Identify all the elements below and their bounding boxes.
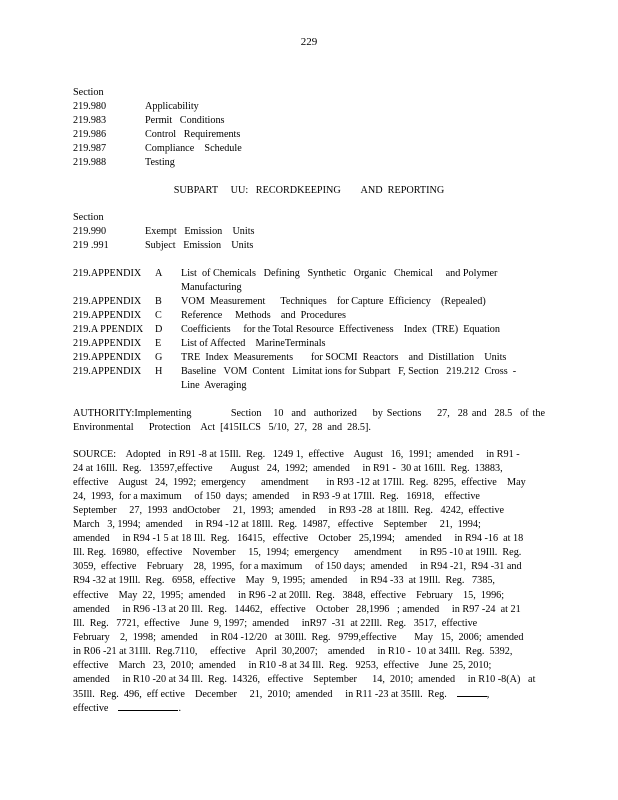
authority-paragraph xyxy=(73,407,548,435)
appendix-title: List of Affected MarineTerminals xyxy=(181,338,326,349)
appendix-number: 219.APPENDIX xyxy=(73,310,142,321)
section-number: 219.987 xyxy=(73,143,107,154)
appendix-title: TRE Index Measurements for SOCMI Reactors and Distillation Units xyxy=(181,352,507,363)
source-line: 3059, effective February 28, 1995, for a maximum of 150 days; amended in R94 -21, R94 -31 and xyxy=(73,561,522,573)
section-title: Subject Emission Units xyxy=(145,240,254,251)
appendix-letter: H xyxy=(155,366,163,377)
section-heading-1: Section xyxy=(73,87,104,98)
appendix-letter: C xyxy=(155,310,162,321)
section-title: Testing xyxy=(145,157,175,168)
blank-line xyxy=(457,687,487,697)
source-line: effective May 22, 1995; amended in R96 -2 at 20Ill. Reg. 3848, effective February 15, 1996; xyxy=(73,589,505,601)
section-number: 219.988 xyxy=(73,157,107,168)
source-line: in R06 -21 at 31Ill. Reg.7110, effective April 30,2007; amended in R10 - 10 at 34Ill. Reg. 5392, xyxy=(73,645,513,657)
section-title: Compliance Schedule xyxy=(145,143,242,154)
section-number: 219.986 xyxy=(73,129,107,140)
appendix-title: List of Chemicals Defining Synthetic Organic Chemical and Polymer xyxy=(181,268,498,279)
source-line: Ill. Reg. 16980, effective November 15, 1994; emergency amendment in R95 -10 at 19Ill. Reg. xyxy=(73,547,522,559)
appendix-title: Baseline VOM Content Limitat ions for Subpart F, Section 219.212 Cross - xyxy=(181,366,517,377)
appendix-number: 219.APPENDIX xyxy=(73,268,142,279)
source-line: March 3, 1994; amended in R94 -12 at 18Ill. Reg. 14987, effective September 21, 1994; xyxy=(73,519,481,531)
section-number: 219.983 xyxy=(73,115,107,126)
appendix-letter: G xyxy=(155,352,163,363)
source-line: September 27, 1993 andOctober 21, 1993; amended in R93 -28 at 18Ill. Reg. 4242, effective xyxy=(73,505,504,517)
subpart-title: SUBPART UU: RECORDKEEPING AND REPORTING xyxy=(173,185,445,196)
source-line: effective March 23, 2010; amended in R10 -8 at 34 Ill. Reg. 9253, effective June 25, 2010; xyxy=(73,659,492,671)
section-heading-2: Section xyxy=(73,212,104,223)
source-tail: effective xyxy=(73,702,109,714)
section-title: Control Requirements xyxy=(145,129,241,140)
section-title: Permit Conditions xyxy=(145,115,225,126)
source-line: Ill. Reg. 7721, effective June 9, 1997; amended inR97 -31 at 22Ill. Reg. 3517, effective xyxy=(73,617,478,629)
appendix-letter: D xyxy=(155,324,163,335)
appendix-number: 219.APPENDIX xyxy=(73,366,142,377)
source-line: effective . xyxy=(73,702,181,714)
appendix-number: 219.APPENDIX xyxy=(73,352,142,363)
appendix-letter: A xyxy=(155,268,163,279)
appendix-title: VOM Measurement Techniques for Capture Efficiency (Repealed) xyxy=(181,296,486,307)
section-number: 219 .991 xyxy=(73,240,109,251)
source-line: February 2, 1998; amended in R04 -12/20 at 30Ill. Reg. 9799,effective May 15, 2006; amended xyxy=(73,631,524,643)
appendix-title-continued: Line Averaging xyxy=(181,380,247,391)
source-line: R94 -32 at 19Ill. Reg. 6958, effective May 9, 1995; amended in R94 -33 at 19Ill. Reg. 7385, xyxy=(73,575,495,587)
source-line: SOURCE: Adopted in R91 -8 at 15Ill. Reg. 1249 1, effective August 16, 1991; amended in R91 - xyxy=(73,449,520,460)
blank-line xyxy=(118,701,178,711)
source-line: 35Ill. Reg. 496, eff ective December 21, 2010; amended in R11 -23 at 35Ill. Reg. , xyxy=(73,688,490,700)
authority-text: AUTHORITY:Implementing Section 10 and authorized by Sections 27, 28 and 28.5 of the Environmental Protection Act [415ILCS 5/10, 27, 28 and 28.5]. xyxy=(73,408,548,434)
appendix-number: 219.A PPENDIX xyxy=(73,324,144,335)
appendix-letter: E xyxy=(155,338,162,349)
source-line: 24 at 16Ill. Reg. 13597,effective August 24, 1992; amended in R91 - 30 at 16Ill. Reg. 13883, xyxy=(73,463,503,475)
source-line: 24, 1993, for a maximum of 150 days; amended in R93 -9 at 17Ill. Reg. 16918, effective xyxy=(73,491,480,503)
section-number: 219.980 xyxy=(73,101,107,112)
appendix-number: 219.APPENDIX xyxy=(73,296,142,307)
source-line: amended in R10 -20 at 34 Ill. Reg. 14326, effective September 14, 2010; amended in R10 -8(A) at xyxy=(73,673,536,685)
section-title: Exempt Emission Units xyxy=(145,226,255,237)
source-line: amended in R94 -1 5 at 18 Ill. Reg. 16415, effective October 25,1994; amended in R94 -16 at 18 xyxy=(73,533,524,545)
source-line: amended in R96 -13 at 20 Ill. Reg. 14462, effective October 28,1996 ; amended in R97 -24 at 21 xyxy=(73,603,521,615)
appendix-title: Reference Methods and Procedures xyxy=(181,310,346,321)
appendix-number: 219.APPENDIX xyxy=(73,338,142,349)
source-line: effective August 24, 1992; emergency amendment in R93 -12 at 17Ill. Reg. 8295, effective May xyxy=(73,477,526,489)
page-number: 229 xyxy=(300,36,318,48)
appendix-title-continued: Manufacturing xyxy=(181,282,242,293)
section-title: Applicability xyxy=(145,101,199,112)
appendix-letter: B xyxy=(155,296,162,307)
section-number: 219.990 xyxy=(73,226,107,237)
appendix-title: Coefficients for the Total Resource Effectiveness Index (TRE) Equation xyxy=(181,324,500,335)
